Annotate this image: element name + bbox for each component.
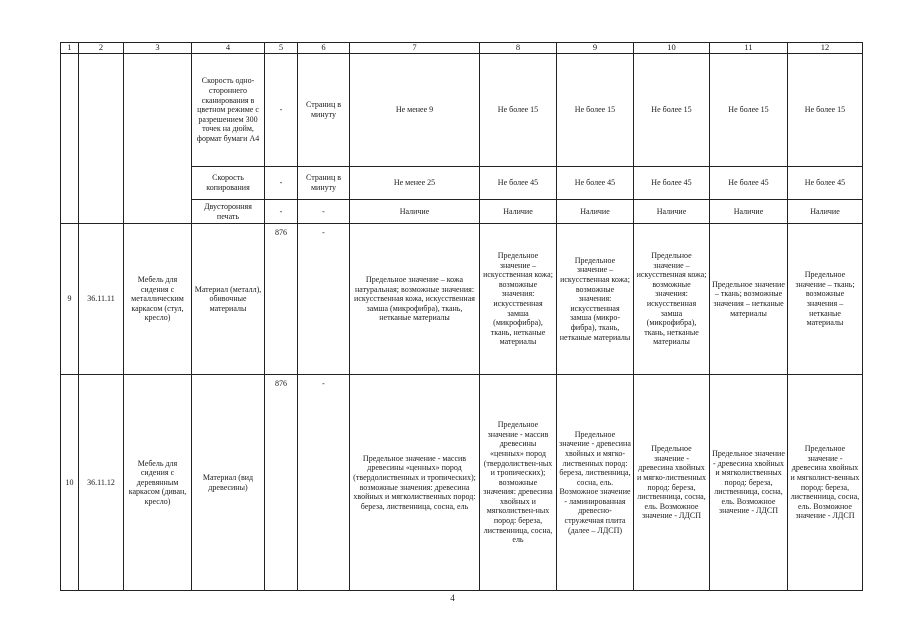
- value-cell: Предельное значение - массив древесины «ценных» пород (твердолиствен-ных и тропических); возможные значения: древесина хвойных и мягколиствен-ных пород: береза, лиственница, сосна, ель: [480, 375, 557, 591]
- item-name-cell: Мебель для сидения с деревянным каркасом (диван, кресло): [124, 375, 192, 591]
- value-cell: Не более 15: [788, 54, 863, 167]
- characteristic-cell: Материал (металл), обивочные материалы: [192, 224, 265, 375]
- item-name-cell: [124, 54, 192, 224]
- value-cell: Наличие: [710, 200, 788, 224]
- value-cell: Предельное значение - древесина хвойных и мягколист-венных пород: береза, лиственница, сосна, ель. Возможное значение - ЛДСП: [788, 375, 863, 591]
- value-cell: Предельное значение - древесина хвойных и мягколиственных пород: береза, лиственница, сосна, ель. Возможное значение - ЛДСП: [710, 375, 788, 591]
- column-number-row: [61, 43, 863, 54]
- col-number: 8: [480, 43, 557, 54]
- value-cell: Не более 15: [557, 54, 634, 167]
- unit-cell: Страниц в минуту: [298, 167, 350, 200]
- col-number: 7: [350, 43, 480, 54]
- row-number-cell: 9: [61, 224, 79, 375]
- col-number: 3: [124, 43, 192, 54]
- table-row: [61, 375, 863, 591]
- okpd-code-cell: 36.11.12: [79, 375, 124, 591]
- row-number-cell: [61, 54, 79, 224]
- okei-code-cell: -: [265, 167, 298, 200]
- value-cell: Не менее 25: [350, 167, 480, 200]
- characteristic-cell: Двусторонняя печать: [192, 200, 265, 224]
- value-cell: Не более 15: [634, 54, 710, 167]
- value-cell: Наличие: [557, 200, 634, 224]
- okei-code-cell: 876: [265, 224, 298, 375]
- characteristic-cell: Скорость копирования: [192, 167, 265, 200]
- unit-cell: Страниц в минуту: [298, 54, 350, 167]
- value-cell: Наличие: [350, 200, 480, 224]
- unit-cell: -: [298, 224, 350, 375]
- value-cell: Предельное значение – искусственная кожа; возможные значения: искусственная замша (микрофибра), ткань, нетканые материалы: [634, 224, 710, 375]
- col-number: 6: [298, 43, 350, 54]
- col-number: 10: [634, 43, 710, 54]
- col-number: 5: [265, 43, 298, 54]
- value-cell: Предельное значение - массив древесины «ценных» пород (твердолиственных и тропических); возможные значения: древесина хвойных и мягколиственных пород: береза, лиственница, сосна, ель: [350, 375, 480, 591]
- row-number-cell: 10: [61, 375, 79, 591]
- table-row: [61, 224, 863, 375]
- table-row: [61, 54, 863, 167]
- value-cell: Предельное значение – ткань; возможные значения – нетканые материалы: [788, 224, 863, 375]
- value-cell: Предельное значение – искусственная кожа; возможные значения: искусственная замша (микрофибра), ткань, нетканые материалы: [480, 224, 557, 375]
- value-cell: Предельное значение – ткань; возможные значения – нетканые материалы: [710, 224, 788, 375]
- value-cell: Наличие: [788, 200, 863, 224]
- okpd-code-cell: 36.11.11: [79, 224, 124, 375]
- okei-code-cell: 876: [265, 375, 298, 591]
- col-number: 11: [710, 43, 788, 54]
- col-number: 4: [192, 43, 265, 54]
- value-cell: Не более 45: [788, 167, 863, 200]
- value-cell: Не менее 9: [350, 54, 480, 167]
- characteristic-cell: Материал (вид древесины): [192, 375, 265, 591]
- value-cell: Предельное значение – искусственная кожа; возможные значения: искусственная замша (микро-фибра), ткань, нетканые материалы: [557, 224, 634, 375]
- unit-cell: -: [298, 375, 350, 591]
- value-cell: Не более 45: [634, 167, 710, 200]
- value-cell: Не более 45: [710, 167, 788, 200]
- item-name-cell: Мебель для сидения с металлическим каркасом (стул, кресло): [124, 224, 192, 375]
- characteristic-cell: Скорость одно-стороннего сканирования в цветном режиме с разрешением 300 точек на дюйм, формат бумаги А4: [192, 54, 265, 167]
- value-cell: Наличие: [480, 200, 557, 224]
- col-number: 1: [61, 43, 79, 54]
- col-number: 12: [788, 43, 863, 54]
- value-cell: Предельное значение - древесина хвойных и мягко-лиственных пород: береза, лиственница, сосна, ель. Возможное значение - ламинированная древесно-стружечная плита (далее – ЛДСП): [557, 375, 634, 591]
- value-cell: Не более 15: [710, 54, 788, 167]
- value-cell: Предельное значение – кожа натуральная; возможные значения: искусственная кожа, искусственная замша (микрофибра), ткань, нетканые материалы: [350, 224, 480, 375]
- okpd-code-cell: [79, 54, 124, 224]
- col-number: 2: [79, 43, 124, 54]
- value-cell: Не более 45: [557, 167, 634, 200]
- requirements-table: [60, 42, 863, 591]
- okei-code-cell: -: [265, 200, 298, 224]
- col-number: 9: [557, 43, 634, 54]
- value-cell: Предельное значение - древесина хвойных и мягко-лиственных пород: береза, лиственница, сосна, ель. Возможное значение - ЛДСП: [634, 375, 710, 591]
- value-cell: Не более 45: [480, 167, 557, 200]
- unit-cell: -: [298, 200, 350, 224]
- page-number: 4: [450, 593, 455, 603]
- value-cell: Наличие: [634, 200, 710, 224]
- okei-code-cell: -: [265, 54, 298, 167]
- value-cell: Не более 15: [480, 54, 557, 167]
